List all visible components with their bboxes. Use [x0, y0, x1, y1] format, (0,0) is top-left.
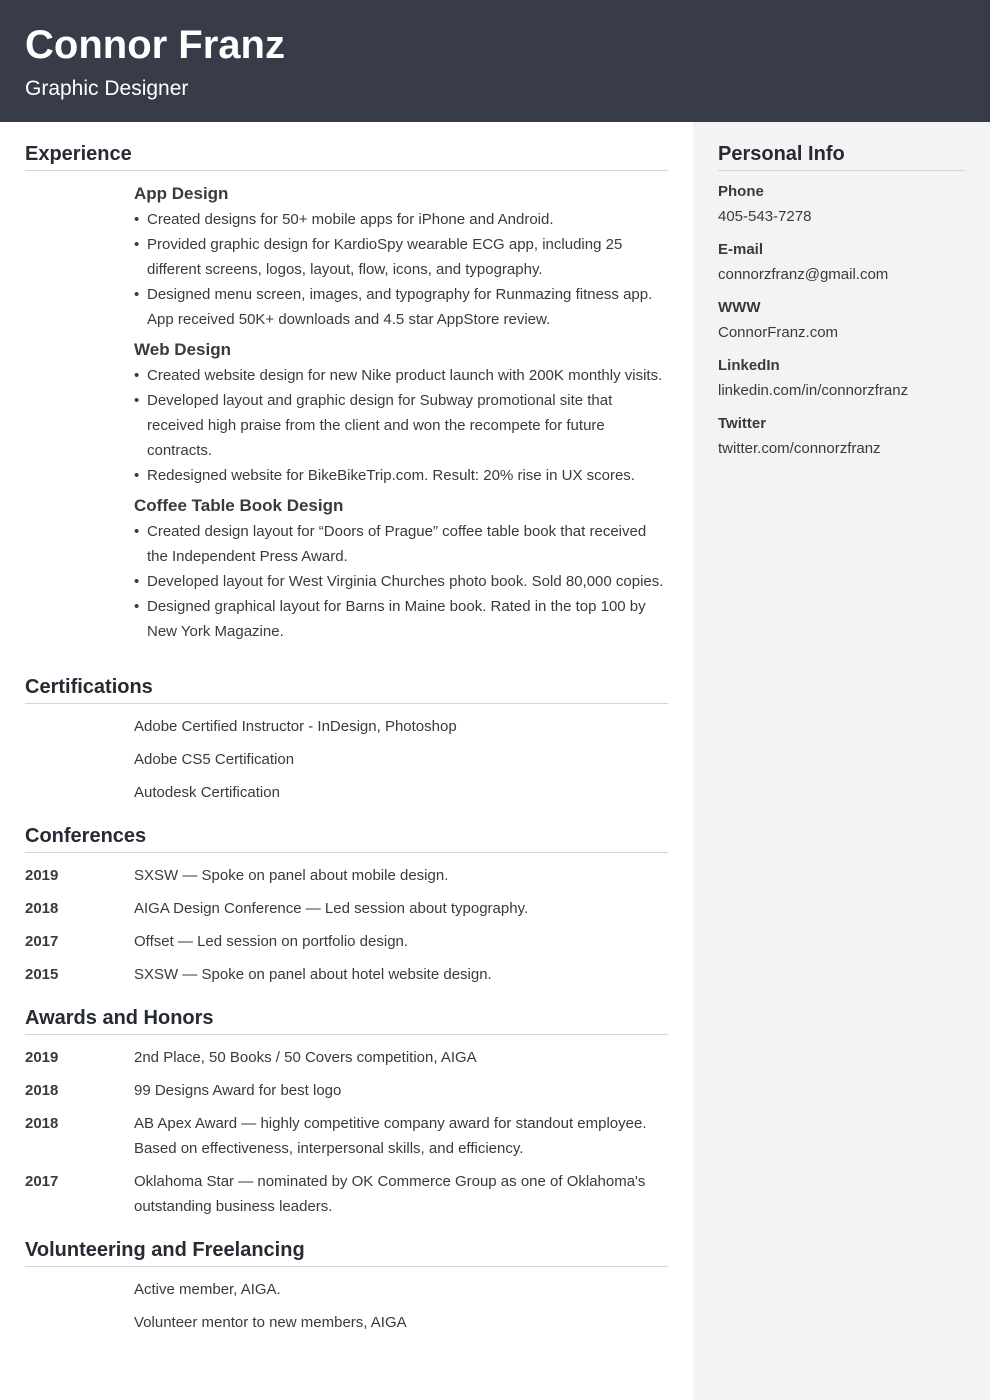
section-title-awards: Awards and Honors — [25, 1006, 668, 1035]
personal-info-section — [718, 142, 965, 457]
certification-item: Adobe Certified Instructor - InDesign, Photoshop — [134, 718, 457, 735]
award-item — [25, 1169, 668, 1219]
volunteering-list — [25, 1277, 668, 1335]
conference-item — [25, 929, 668, 954]
job-title: Web Design — [134, 340, 231, 359]
award-desc: 2nd Place, 50 Books / 50 Covers competition, AIGA — [134, 1049, 477, 1066]
bullet-item: • Designed graphical layout for Barns in Maine book. Rated in the top 100 by New York Magazine. — [134, 594, 668, 644]
conference-desc: AIGA Design Conference — Led session about typography. — [134, 900, 529, 917]
section-title-personal-info: Personal Info — [718, 142, 965, 171]
certifications-section — [25, 675, 668, 805]
twitter-value[interactable]: twitter.com/connorzfranz — [718, 440, 881, 457]
conference-year: 2019 — [25, 867, 59, 884]
job-bullets — [134, 207, 668, 332]
award-year: 2017 — [25, 1173, 59, 1190]
bullet-item: • Redesigned website for BikeBikeTrip.com. Result: 20% rise in UX scores. — [134, 463, 668, 488]
volunteering-item: Volunteer mentor to new members, AIGA — [134, 1314, 407, 1331]
conferences-section — [25, 824, 668, 987]
bullet-item: • Developed layout and graphic design for Subway promotional site that received high praise from the client and won the recompete for future contracts. — [134, 388, 668, 463]
award-desc: Oklahoma Star — nominated by OK Commerce Group as one of Oklahoma's outstanding business leaders. — [134, 1173, 646, 1215]
linkedin-value[interactable]: linkedin.com/in/connorzfranz — [718, 382, 909, 399]
job-bullets — [134, 519, 668, 644]
job-bullets — [134, 363, 668, 488]
bullet-item: • Created design layout for “Doors of Prague” coffee table book that received the Independent Press Award. — [134, 519, 668, 569]
bullet-item: • Designed menu screen, images, and typography for Runmazing fitness app. App received 50K+ downloads and 4.5 star AppStore review. — [134, 282, 668, 332]
personal-info-email — [718, 240, 888, 285]
candidate-title: Graphic Designer — [25, 77, 189, 100]
section-title-experience: Experience — [25, 142, 668, 171]
conference-item — [25, 962, 668, 987]
award-item — [25, 1045, 668, 1070]
certification-item: Adobe CS5 Certification — [134, 751, 295, 768]
www-value[interactable]: ConnorFranz.com — [718, 324, 839, 341]
bullet-item: • Created website design for new Nike product launch with 200K monthly visits. — [134, 363, 668, 388]
certifications-list — [25, 714, 668, 805]
conference-item — [25, 896, 668, 921]
personal-info-phone — [718, 182, 811, 227]
linkedin-label: LinkedIn — [718, 357, 780, 374]
conference-desc: SXSW — Spoke on panel about hotel website design. — [134, 966, 492, 983]
award-desc: AB Apex Award — highly competitive company award for standout employee. Based on effectiveness, interpersonal skills, and efficiency. — [134, 1115, 647, 1157]
conference-year: 2015 — [25, 966, 59, 983]
personal-info-linkedin — [718, 356, 908, 401]
job-app-design — [25, 184, 668, 332]
conferences-list — [25, 863, 668, 987]
awards-section — [25, 1006, 668, 1219]
bullet-item: • Provided graphic design for KardioSpy wearable ECG app, including 25 different screens, logos, layout, flow, icons, and typography. — [134, 232, 668, 282]
certification-item: Autodesk Certification — [134, 784, 280, 801]
awards-list — [25, 1045, 668, 1219]
award-item — [25, 1078, 668, 1103]
phone-value: 405-543-7278 — [718, 208, 812, 225]
sidebar — [693, 122, 990, 1400]
email-label: E-mail — [718, 241, 764, 258]
award-year: 2018 — [25, 1115, 59, 1132]
section-title-certifications: Certifications — [25, 675, 668, 704]
award-desc: 99 Designs Award for best logo — [134, 1082, 342, 1099]
candidate-name: Connor Franz — [25, 23, 285, 67]
section-title-conferences: Conferences — [25, 824, 668, 853]
job-title: Coffee Table Book Design — [134, 496, 344, 515]
personal-info-www — [718, 298, 838, 343]
award-year: 2018 — [25, 1082, 59, 1099]
award-item — [25, 1111, 668, 1161]
conference-item — [25, 863, 668, 888]
conference-year: 2017 — [25, 933, 59, 950]
conference-desc: SXSW — Spoke on panel about mobile design. — [134, 867, 449, 884]
conference-desc: Offset — Led session on portfolio design. — [134, 933, 409, 950]
personal-info-twitter — [718, 414, 881, 459]
job-web-design — [25, 340, 668, 488]
conference-year: 2018 — [25, 900, 59, 917]
job-coffee-table-book-design — [25, 496, 668, 644]
bullet-item: • Developed layout for West Virginia Churches photo book. Sold 80,000 copies. — [134, 569, 668, 594]
bullet-item: • Created designs for 50+ mobile apps for iPhone and Android. — [134, 207, 668, 232]
phone-label: Phone — [718, 183, 764, 200]
section-title-volunteering: Volunteering and Freelancing — [25, 1238, 668, 1267]
experience-section — [25, 142, 668, 644]
volunteering-section — [25, 1238, 668, 1335]
email-value[interactable]: connorzfranz@gmail.com — [718, 266, 889, 283]
resume-header — [0, 0, 990, 122]
twitter-label: Twitter — [718, 415, 767, 432]
volunteering-item: Active member, AIGA. — [134, 1281, 281, 1298]
job-title: App Design — [134, 184, 229, 203]
www-label: WWW — [718, 299, 761, 316]
award-year: 2019 — [25, 1049, 59, 1066]
